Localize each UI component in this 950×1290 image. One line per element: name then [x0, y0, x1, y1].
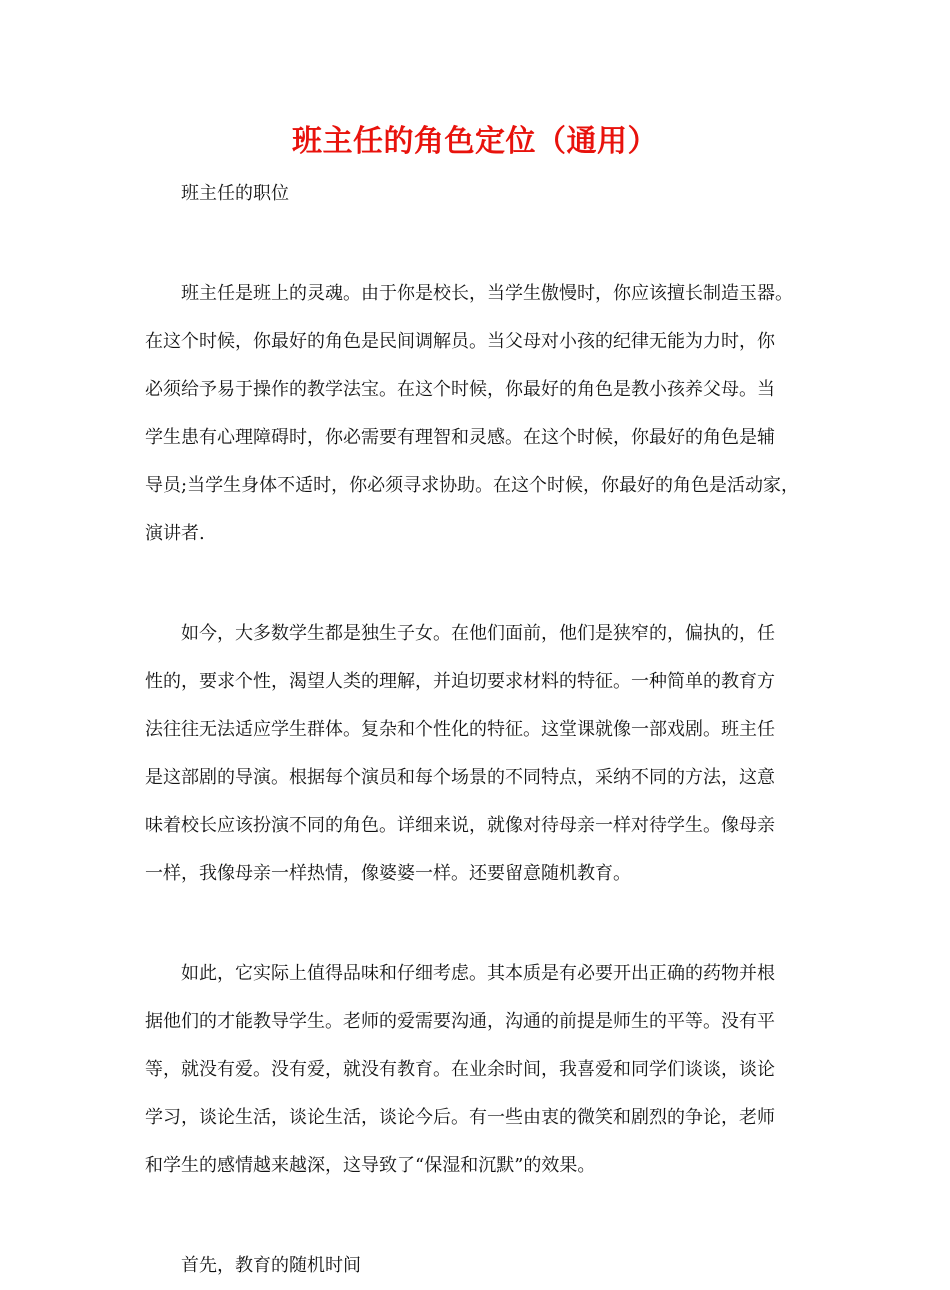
paragraph-line: 法往往无法适应学生群体。复杂和个性化的特征。这堂课就像一部戏剧。班主任: [145, 719, 775, 740]
paragraph: [145, 610, 805, 898]
section-heading: 班主任的职位: [181, 183, 289, 204]
document-body: [145, 170, 805, 1290]
paragraph-line: 班主任是班上的灵魂。由于你是校长，当学生傲慢时，你应该擅长制造玉器。: [181, 283, 793, 304]
section-heading: 首先，教育的随机时间: [181, 1255, 361, 1276]
paragraph-line: 和学生的感情越来越深，这导致了“保湿和沉默”的效果。: [145, 1155, 596, 1176]
paragraph-line: 演讲者.: [145, 523, 205, 544]
page-title: 班主任的角色定位（通用）: [292, 124, 658, 159]
paragraph-line: 学习，谈论生活，谈论生活，谈论今后。有一些由衷的微笑和剧烈的争论，老师: [145, 1107, 775, 1128]
paragraph-line: 学生患有心理障碍时，你必需要有理智和灵感。在这个时候，你最好的角色是辅: [145, 427, 775, 448]
paragraph-line: 一样，我像母亲一样热情，像婆婆一样。还要留意随机教育。: [145, 863, 631, 884]
paragraph-line: 等，就没有爱。没有爱，就没有教育。在业余时间，我喜爱和同学们谈谈，谈论: [145, 1059, 775, 1080]
paragraph: [145, 950, 805, 1190]
paragraph-line: 据他们的才能教导学生。老师的爱需要沟通，沟通的前提是师生的平等。没有平: [145, 1011, 775, 1032]
paragraph-line: 是这部剧的导演。根据每个演员和每个场景的不同特点，采纳不同的方法，这意: [145, 767, 775, 788]
paragraph-line: 如今，大多数学生都是独生子女。在他们面前，他们是狭窄的，偏执的，任: [181, 623, 775, 644]
paragraph-line: 如此，它实际上值得品味和仔细考虑。其本质是有必要开出正确的药物并根: [181, 963, 775, 984]
paragraph-line: 味着校长应该扮演不同的角色。详细来说，就像对待母亲一样对待学生。像母亲: [145, 815, 775, 836]
paragraph-line: 导员;当学生身体不适时，你必须寻求协助。在这个时候，你最好的角色是活动家，: [145, 475, 800, 496]
paragraph-line: 性的，要求个性，渴望人类的理解，并迫切要求材料的特征。一种简单的教育方: [145, 671, 775, 692]
paragraph-line: 必须给予易于操作的教学法宝。在这个时候，你最好的角色是教小孩养父母。当: [145, 379, 775, 400]
paragraph-line: 在这个时候，你最好的角色是民间调解员。当父母对小孩的纪律无能为力时，你: [145, 331, 775, 352]
paragraph: [145, 270, 805, 558]
